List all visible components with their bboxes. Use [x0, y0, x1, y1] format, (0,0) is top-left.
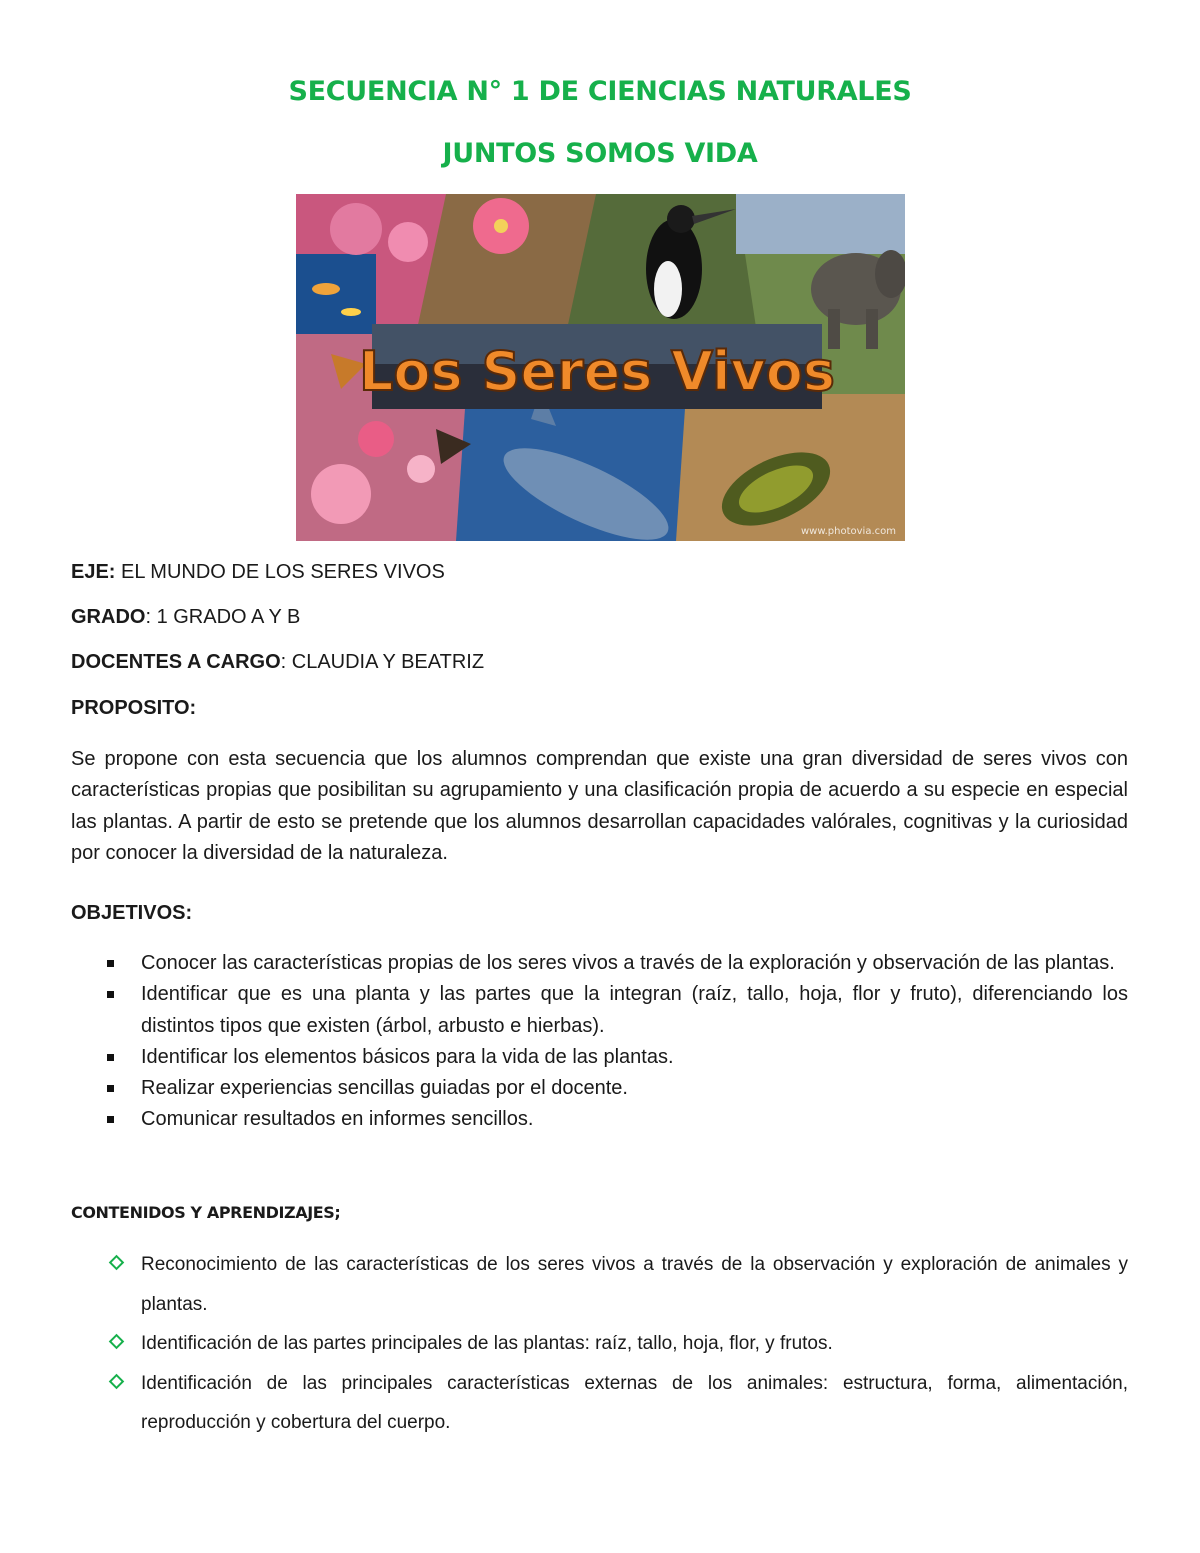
docentes-value: : CLAUDIA Y BEATRIZ: [280, 651, 485, 673]
proposito-heading: PROPOSITO:: [71, 697, 197, 719]
contenidos-list: [71, 1245, 1128, 1443]
collage-caption-text: Los Seres Vivos: [359, 340, 835, 403]
list-item: Reconocimiento de las características de los seres vivos a través de la observación y exploración de animales y plantas.: [71, 1245, 1128, 1324]
proposito-paragraph: Se propone con esta secuencia que los alumnos comprendan que existe una gran diversidad de seres vivos con características propias que posibilitan su agrupamiento y una clasificación propia de acuerdo a su especie en especial las plantas. A partir de esto se pretende que los alumnos desarrollan capacidades valórales, cognitivas y la curiosidad por conocer la diversidad de la naturaleza.: [71, 748, 1128, 864]
list-item: Conocer las características propias de los seres vivos a través de la exploración y observación de las plantas.: [71, 948, 1128, 979]
objetivos-list: [71, 948, 1128, 1136]
list-item: Identificación de las principales características externas de los animales: estructura, forma, alimentación, reproducción y cobertura del cuerpo.: [71, 1364, 1128, 1443]
contenidos-heading: CONTENIDOS Y APRENDIZAJES;: [71, 1203, 341, 1222]
square-bullet-icon: [107, 1085, 114, 1092]
list-item: Comunicar resultados en informes sencillos.: [71, 1104, 1128, 1135]
square-bullet-icon: [107, 960, 114, 967]
diamond-bullet-icon: [109, 1255, 125, 1271]
eje-value: EL MUNDO DE LOS SERES VIVOS: [115, 561, 445, 583]
square-bullet-icon: [107, 991, 114, 998]
document-title: SECUENCIA N° 1 DE CIENCIAS NATURALES: [288, 76, 912, 107]
list-item: Identificar los elementos básicos para la vida de las plantas.: [71, 1042, 1128, 1073]
diamond-bullet-icon: [109, 1334, 125, 1350]
grado-field: [71, 606, 300, 629]
image-watermark: www.photovia.com: [801, 526, 896, 537]
list-item: Identificar que es una planta y las partes que la integran (raíz, tallo, hoja, flor y fruto), diferenciando los distintos tipos que existen (árbol, arbusto e hierbas).: [71, 979, 1128, 1042]
list-item: Realizar experiencias sencillas guiadas por el docente.: [71, 1073, 1128, 1104]
square-bullet-icon: [107, 1116, 114, 1123]
grado-value: : 1 GRADO A Y B: [145, 606, 301, 628]
objetivos-heading: OBJETIVOS:: [71, 902, 193, 924]
document-subtitle: JUNTOS SOMOS VIDA: [442, 138, 758, 169]
docentes-label: DOCENTES A CARGO: [71, 651, 281, 673]
square-bullet-icon: [107, 1054, 114, 1061]
list-item: Identificación de las partes principales de las plantas: raíz, tallo, hoja, flor, y frutos.: [71, 1324, 1128, 1364]
los-seres-vivos-collage-image: [296, 194, 905, 541]
eje-field: [71, 561, 445, 584]
eje-label: EJE:: [71, 561, 116, 583]
grado-label: GRADO: [71, 606, 146, 628]
diamond-bullet-icon: [109, 1373, 125, 1389]
docentes-field: [71, 651, 484, 674]
